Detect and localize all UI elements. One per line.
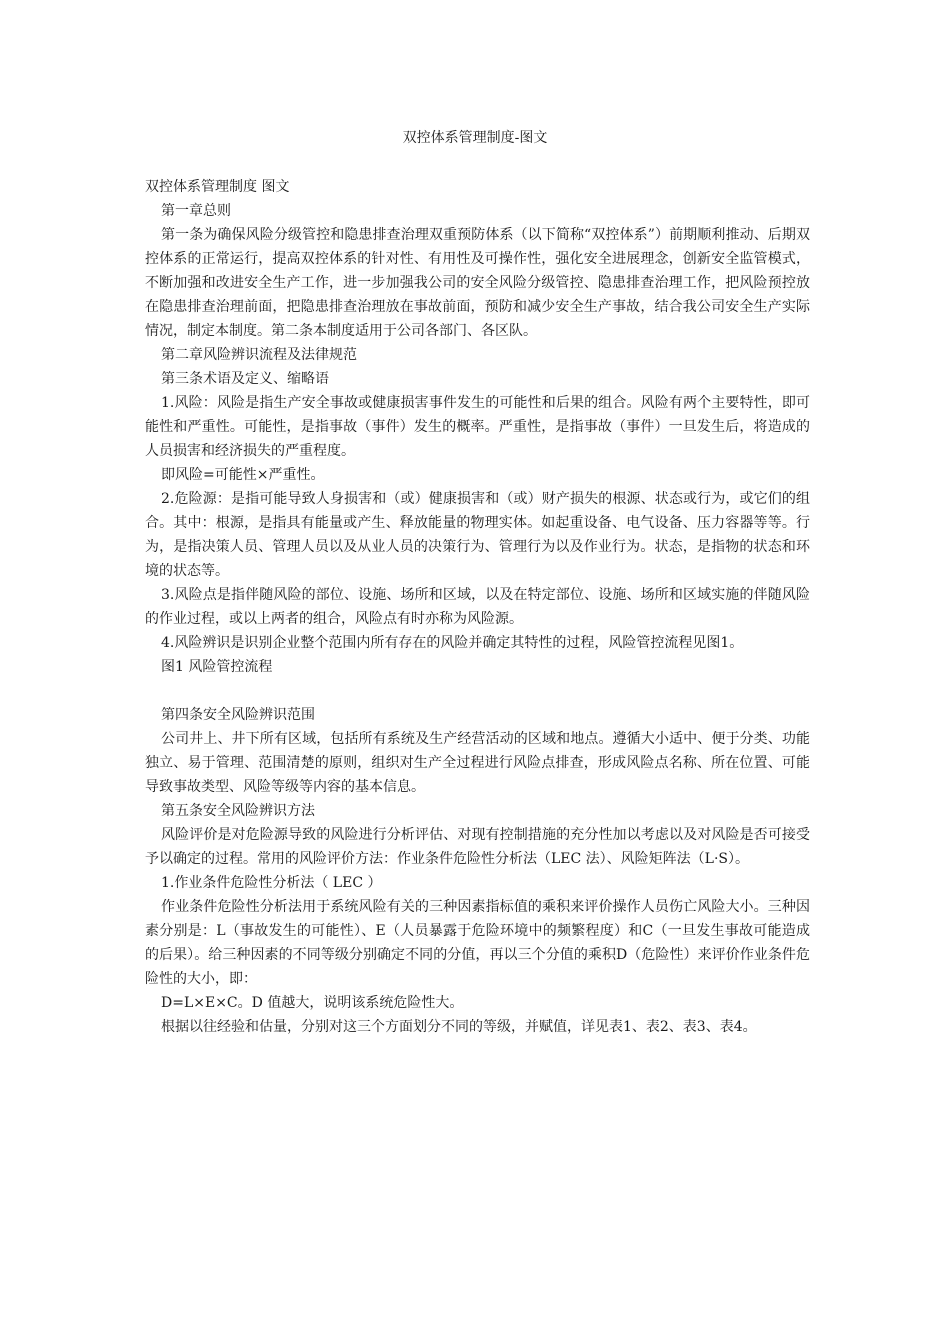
article-4-paragraph: 公司井上、井下所有区域，包括所有系统及生产经营活动的区域和地点。遵循大小适中、便于分类、功能独立、易于管理、范围清楚的原则，组织对生产全过程进行风险点排查，形成风险点名称、所在位置、可能导致事故类型、风险等级等内容的基本信息。	[145, 731, 810, 795]
definition-risk: 1.风险：风险是指生产安全事故或健康损害事件发生的可能性和后果的组合。风险有两个主要特性，即可能性和严重性。可能性，是指事故（事件）发生的概率。严重性，是指事故（事件）一旦发生后，将造成的人员损害和经济损失的严重程度。	[145, 395, 810, 459]
document-heading: 双控体系管理制度 图文	[145, 179, 290, 195]
risk-evaluation-paragraph: 风险评价是对危险源导致的风险进行分析评估、对现有控制措施的充分性加以考虑以及对风险是否可接受予以确定的过程。常用的风险评价方法：作业条件危险性分析法（LEC 法）、风险矩阵法（L·S）。	[145, 827, 810, 867]
lec-formula: D=L×E×C。D 值越大，说明该系统危险性大。	[161, 995, 464, 1011]
definition-hazard-source: 2.危险源：是指可能导致人身损害和（或）健康损害和（或）财产损失的根源、状态或行为，或它们的组合。其中：根源，是指具有能量或产生、释放能量的物理实体。如起重设备、电气设备、压力容器等等。行为，是指决策人员、管理人员以及从业人员的决策行为、管理行为以及作业行为。状态，是指物的状态和环境的状态等。	[145, 491, 810, 579]
definition-risk-identification: 4.风险辨识是识别企业整个范围内所有存在的风险并确定其特性的过程，风险管控流程见图1。	[161, 635, 744, 651]
chapter-2-heading: 第二章风险辨识流程及法律规范	[161, 347, 357, 363]
article-1-paragraph: 第一条为确保风险分级管控和隐患排查治理双重预防体系（以下简称“双控体系”）前期顺利推动、后期双控体系的正常运行，提高双控体系的针对性、有用性及可操作性，强化安全进展理念，创新安全监管模式，不断加强和改进安全生产工作，进一步加强我公司的安全风险分级管控、隐患排查治理工作，把风险预控放在隐患排查治理前面，把隐患排查治理放在事故前面，预防和减少安全生产事故，结合我公司安全生产实际情况，制定本制度。第二条本制度适用于公司各部门、各区队。	[145, 227, 810, 339]
article-5-heading: 第五条安全风险辨识方法	[161, 803, 315, 819]
definition-risk-point: 3.风险点是指伴随风险的部位、设施、场所和区域，以及在特定部位、设施、场所和区域实施的伴随风险的作业过程，或以上两者的组合，风险点有时亦称为风险源。	[145, 587, 810, 627]
lec-method-heading: 1.作业条件危险性分析法（ LEC ）	[161, 875, 382, 891]
risk-formula: 即风险=可能性×严重性。	[161, 467, 325, 483]
figure-1-caption: 图1 风险管控流程	[161, 659, 273, 675]
article-4-heading: 第四条安全风险辨识范围	[161, 707, 315, 723]
article-3-heading: 第三条术语及定义、缩略语	[161, 371, 329, 387]
chapter-1-heading: 第一章总则	[161, 203, 231, 219]
lec-method-paragraph: 作业条件危险性分析法用于系统风险有关的三种因素指标值的乘积来评价操作人员伤亡风险大小。三种因素分别是：L（事故发生的可能性）、E（人员暴露于危险环境中的频繁程度）和C（一旦发生事故可能造成的后果）。给三种因素的不同等级分别确定不同的分值，再以三个分值的乘积D（危险性）来评价作业条件危险性的大小，即：	[145, 899, 810, 987]
document-title: 双控体系管理制度-图文	[402, 130, 548, 146]
grading-paragraph: 根据以往经验和估量，分别对这三个方面划分不同的等级，并赋值，详见表1、表2、表3、表4。	[161, 1019, 757, 1035]
document-body	[145, 175, 810, 1039]
